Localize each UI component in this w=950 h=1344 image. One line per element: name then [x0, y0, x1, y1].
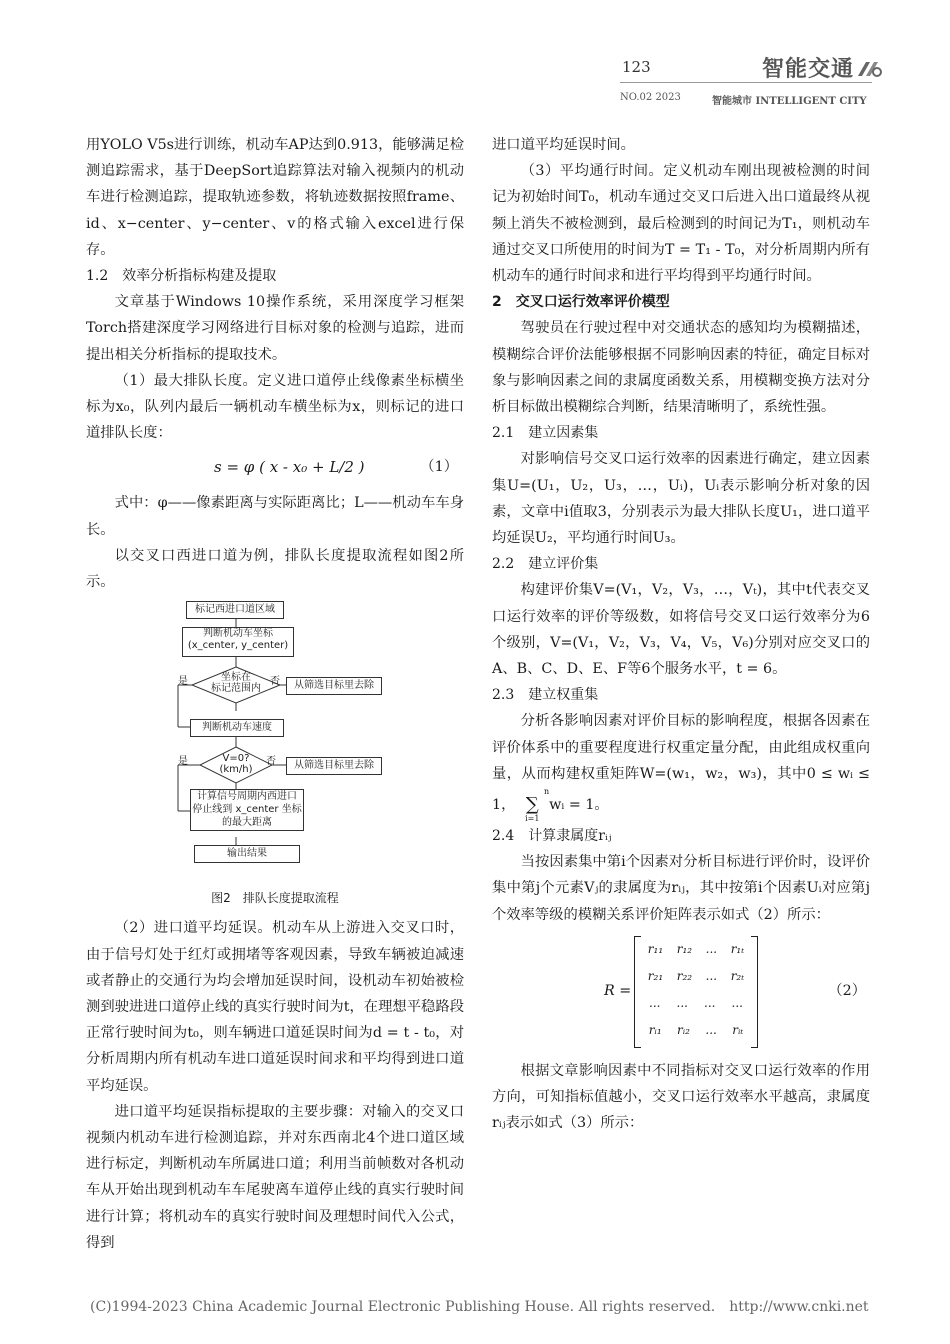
paragraph: 式中：φ——像素距离与实际距离比；L——机动车车身长。 — [86, 495, 464, 538]
summation-symbol: n ∑ i=1 — [525, 787, 550, 824]
flow-step-output — [194, 845, 300, 863]
matrix-row — [635, 963, 757, 990]
matrix-cell: r₁ₜ — [730, 941, 745, 956]
matrix-cell: rᵢ₂ — [677, 1022, 690, 1037]
traffic-logo-icon — [856, 58, 882, 80]
equation-body: s = φ ( x - x₀ + L/2 ) — [214, 458, 365, 477]
paragraph: 进口道平均延误指标提取的主要步骤：对输入的交叉口视频内机动车进行检测追踪，并对东西南北4个进口道区域进行标定，判断机动车所属进口道；利用当前帧数对各机动车从开始出现到机动车车尾驶离车道停止线的真实行驶时间进行计算；将机动车的真实行驶时间及理想时间代入公式，得到 — [86, 1103, 464, 1251]
equation-lhs: R = — [604, 982, 632, 999]
section-heading: 2.4 计算隶属度rᵢⱼ — [492, 828, 612, 845]
matrix-row — [635, 1017, 757, 1044]
matrix-cell: r₂ₜ — [730, 968, 745, 983]
flow-step-judge-speed — [190, 719, 284, 737]
matrix-cell: r₂₁ — [647, 968, 664, 983]
paragraph: 驾驶员在行驶过程中对交通状态的感知均为模糊描述，模糊综合评价法能够根据不同影响因素的特征，确定目标对象与影响因素之间的隶属度函数关系，用模糊变换方法对分析目标做出模糊综合判断，结果清晰明了，系统性强。 — [492, 320, 870, 416]
sum-lower: i=1 — [525, 814, 540, 824]
relation-matrix — [634, 936, 758, 1048]
paragraph: （1）最大排队长度。定义进口道停止线像素坐标横坐标为x₀，队列内最后一辆机动车横坐标为x，则标记的进口道排队长度： — [86, 372, 464, 442]
section-heading: 1.2 效率分析指标构建及提取 — [86, 268, 277, 285]
flow-text: 输出结果 — [227, 848, 267, 860]
flow-text: 从筛选目标里去除 — [294, 760, 374, 772]
journal-logo — [762, 52, 882, 83]
matrix-cell: rᵢ₁ — [648, 1022, 662, 1037]
section-heading: 2.3 建立权重集 — [492, 687, 599, 704]
equation-number: （2） — [828, 982, 866, 999]
paragraph: 进口道平均延误时间。 — [492, 137, 635, 153]
journal-logo-text: 智能交通 — [762, 57, 855, 82]
flowchart — [86, 601, 464, 883]
flow-text: V=0? — [222, 753, 250, 765]
section-heading: 2.1 建立因素集 — [492, 425, 599, 442]
paragraph: 根据文章影响因素中不同指标对交叉口运行效率的作用方向，可知指标值越小，交叉口运行效率水平越高，隶属度rᵢⱼ表示如式（3）所示： — [492, 1062, 870, 1132]
flow-yes-label: 是 — [178, 756, 188, 768]
paragraph-text: wᵢ = 1。 — [549, 797, 609, 814]
section-heading: 2.2 建立评价集 — [492, 556, 599, 573]
sum-upper: n — [544, 787, 550, 797]
paragraph: 对影响信号交叉口运行效率的因素进行确定，建立因素集U=(U₁，U₂，U₃，…，Uᵢ)，Uᵢ表示影响分析对象的因素，文章中i值取3，分别表示为最大排队长度U₁，进口道平均延误U₂，平均通行时间U₃。 — [492, 451, 870, 547]
flow-text: (km/h) — [219, 764, 253, 776]
section-heading: 2 交叉口运行效率评价模型 — [492, 294, 670, 311]
equation-number: （1） — [420, 459, 458, 476]
matrix-cell: r₂₂ — [676, 968, 693, 983]
matrix-row — [635, 990, 757, 1017]
flow-step-mark-area — [186, 601, 284, 619]
flow-no-label: 否 — [266, 756, 276, 768]
matrix-cell: ... — [705, 941, 718, 956]
paragraph: 文章基于Windows 10操作系统，采用深度学习框架Torch搭建深度学习网络进行目标对象的检测与追踪，进而提出相关分析指标的提取技术。 — [86, 294, 464, 363]
matrix-cell: ... — [704, 995, 716, 1010]
header-rule — [620, 82, 872, 83]
figure-caption: 图2 排队长度提取流程 — [211, 891, 339, 906]
flow-step-compute-distance — [190, 789, 304, 831]
equation-2 — [492, 932, 870, 1054]
matrix-cell: ... — [705, 1022, 717, 1037]
journal-city: 智能城市 INTELLIGENT CITY — [712, 96, 867, 107]
paragraph — [492, 708, 870, 823]
matrix-cell: ... — [705, 968, 718, 983]
flow-decision-text — [210, 753, 262, 775]
paragraph: 以交叉口西进口道为例，排队长度提取流程如图2所示。 — [86, 547, 464, 591]
flow-text: (x_center, y_center) — [187, 640, 289, 652]
flow-text: 从筛选目标里去除 — [294, 680, 374, 692]
flow-text: 停止线到 x_center 坐标 — [192, 804, 302, 816]
flow-text: 坐标在 — [221, 672, 251, 684]
copyright-footer: (C)1994-2023 China Academic Journal Electronic Publishing House. All rights reserved. http://www.cnki.net — [90, 1299, 869, 1315]
paragraph-text: 分析各影响因素对评价目标的影响程度，根据各因素在评价体系中的重要程度进行权重定量分配，由此组成权重向量，从而构建权重矩阵W=(w₁，w₂，w₃)，其中0 ≤ wᵢ ≤ 1， — [492, 713, 870, 814]
equation-1 — [86, 446, 464, 490]
flow-text: 判断机动车坐标 — [203, 628, 273, 640]
flow-step-judge-coord — [182, 627, 294, 657]
matrix-cell: r₁₂ — [676, 941, 693, 956]
matrix-cell: ... — [731, 995, 743, 1010]
flow-text: 标记西进口道区域 — [195, 604, 275, 616]
flow-step-remove-1 — [286, 677, 382, 695]
flow-no-label: 否 — [270, 676, 280, 688]
flow-yes-label: 是 — [178, 676, 188, 688]
paragraph: 当按因素集中第i个因素对分析目标进行评价时，设评价集中第j个元素Vⱼ的隶属度为rᵢⱼ，其中按第i个因素Uᵢ对应第j个效率等级的模糊关系评价矩阵表示如式（2）所示： — [492, 854, 870, 923]
matrix-cell: rᵢₜ — [732, 1022, 744, 1037]
paragraph: 构建评价集V=(V₁，V₂，V₃，…，Vₜ)，其中t代表交叉口运行效率的评价等级数，如将信号交叉口运行效率分为6个级别，V=(V₁，V₂，V₃，V₄，V₅，V₆)分别对应交叉口的A、B、C、D、E、F等6个服务水平，t = 6。 — [492, 582, 870, 678]
paragraph: （3）平均通行时间。定义机动车刚出现被检测的时间记为初始时间T₀，机动车通过交叉口后进入出口道最终从视频上消失不被检测到，最后检测到的时间记为T₁，则机动车通过交叉口所使用的时间为T = T₁ - T₀，对分析周期内所有机动车的通行时间求和进行平均得到平均通行时间。 — [492, 163, 870, 285]
flow-decision-text — [208, 672, 264, 694]
flow-text: 判断机动车速度 — [202, 722, 272, 734]
flow-step-remove-2 — [286, 757, 382, 775]
matrix-cell: ... — [676, 995, 688, 1010]
flow-text: 标记范围内 — [211, 683, 261, 695]
matrix-cell: r₁₁ — [647, 941, 664, 956]
page-number: 123 — [622, 58, 651, 76]
matrix-cell: ... — [649, 995, 661, 1010]
flow-text: 计算信号周期内西进口 — [197, 791, 297, 803]
right-column — [492, 132, 870, 1137]
matrix-row — [635, 936, 757, 963]
flow-text: 的最大距离 — [222, 817, 272, 829]
issue-number: NO.02 2023 — [620, 92, 681, 103]
paragraph: （2）进口道平均延误。机动车从上游进入交叉口时，由于信号灯处于红灯或拥堵等客观因素，导致车辆被迫减速或者静止的交通行为均会增加延误时间，设机动车初始被检测到驶进进口道停止线的真实行驶时间为t，在理想平稳路段正常行驶时间为t₀，则车辆进口道延误时间为d = t - t₀，对分析周期内所有机动车进口道延误时间求和平均得到进口道平均延误。 — [86, 920, 464, 1094]
paragraph: 用YOLO V5s进行训练，机动车AP达到0.913，能够满足检测追踪需求，基于DeepSort追踪算法对输入视频内的机动车进行检测追踪，提取轨迹参数，将轨迹数据按照frame、id、x−center、y−center、v的格式输入excel进行保存。 — [86, 137, 464, 258]
left-column — [86, 132, 464, 1256]
